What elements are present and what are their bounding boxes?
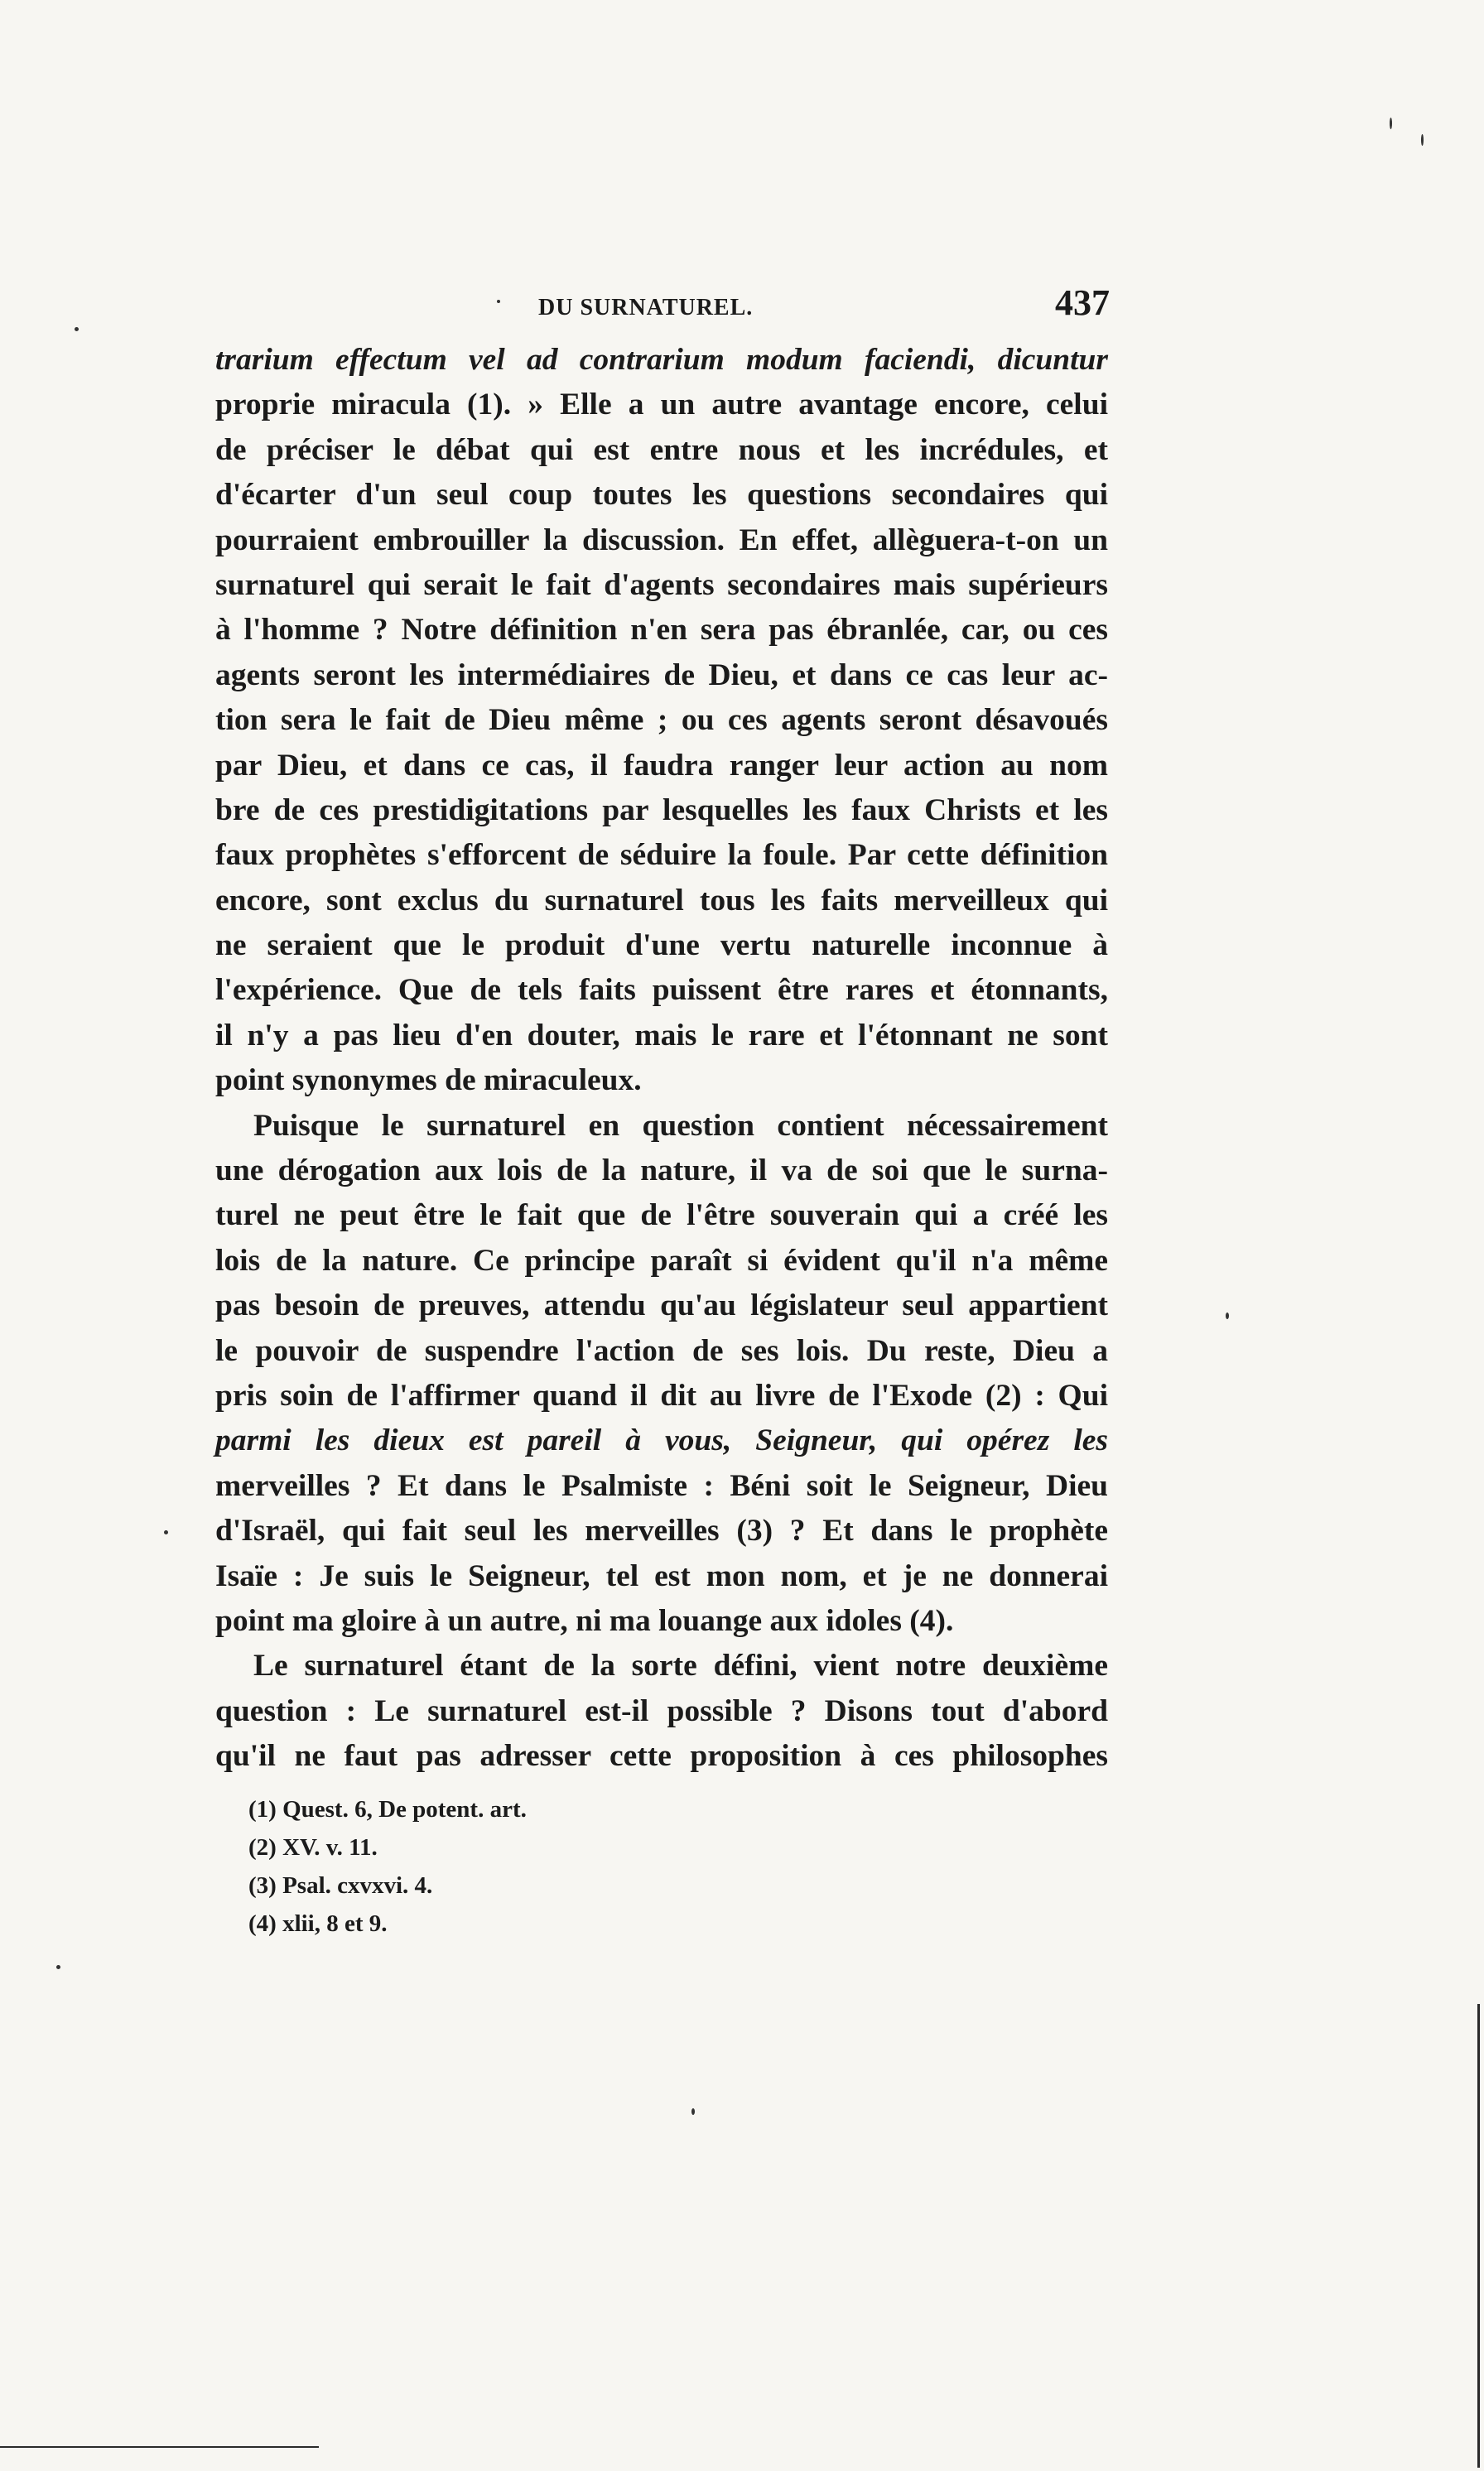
footnote: (1) Quest. 6, De potent. art. — [248, 1796, 527, 1823]
scan-speck — [691, 2108, 695, 2115]
text-line: une dérogation aux lois de la nature, il va de soi que le surna- — [215, 1154, 1108, 1188]
text-line: d'écarter d'un seul coup toutes les questions secondaires qui — [215, 478, 1108, 513]
text-line: ne seraient que le produit d'une vertu naturelle inconnue à — [215, 928, 1108, 963]
text-line: bre de ces prestidigitations par lesquelles les faux Christs et les — [215, 792, 1108, 827]
text-line: Isaïe : Je suis le Seigneur, tel est mon nom, et je ne donnerai — [215, 1558, 1108, 1593]
text-line: à l'homme ? Notre définition n'en sera pas ébranlée, car, ou ces — [215, 613, 1108, 648]
text-line: merveilles ? Et dans le Psalmiste : Béni soit le Seigneur, Dieu — [215, 1468, 1108, 1503]
page-number: 437 — [1055, 282, 1110, 323]
text-line: proprie miracula (1). » Elle a un autre avantage encore, celui — [215, 388, 1108, 422]
scan-speck — [56, 1965, 60, 1969]
footnotes — [248, 1790, 911, 1943]
text-line: parmi les dieux est pareil à vous, Seigneur, qui opérez les — [215, 1423, 1108, 1458]
text-line: surnaturel qui serait le fait d'agents secondaires mais supérieurs — [215, 567, 1108, 602]
footnote: (4) xlii, 8 et 9. — [248, 1910, 388, 1937]
footnote: (2) XV. v. 11. — [248, 1834, 378, 1861]
text-line: turel ne peut être le fait que de l'être souverain qui a créé les — [215, 1198, 1108, 1233]
text-line: Le surnaturel étant de la sorte défini, vient notre deuxième — [253, 1649, 1108, 1683]
scan-speck — [75, 327, 79, 331]
scan-edge-line — [0, 2446, 319, 2448]
text-line: point synonymes de miraculeux. — [215, 1063, 642, 1098]
text-line: pris soin de l'affirmer quand il dit au livre de l'Exode (2) : Qui — [215, 1378, 1108, 1413]
footnote: (3) Psal. cxvxvi. 4. — [248, 1872, 433, 1899]
text-line: lois de la nature. Ce principe paraît si évident qu'il n'a même — [215, 1243, 1108, 1278]
text-line: il n'y a pas lieu d'en douter, mais le rare et l'étonnant ne sont — [215, 1018, 1108, 1052]
scan-speck — [1390, 118, 1392, 129]
text-line: faux prophètes s'efforcent de séduire la foule. Par cette définition — [215, 838, 1108, 873]
text-line: pas besoin de preuves, attendu qu'au législateur seul appartient — [215, 1288, 1108, 1323]
scan-speck — [497, 300, 500, 303]
running-title: DU SURNATUREL. — [538, 295, 754, 320]
scan-speck — [164, 1530, 168, 1534]
text-line: trarium effectum vel ad contrarium modum faciendi, dicuntur — [215, 343, 1108, 377]
scan-edge-line — [1477, 2004, 1480, 2468]
text-line: le pouvoir de suspendre l'action de ses lois. Du reste, Dieu a — [215, 1333, 1108, 1368]
text-line: encore, sont exclus du surnaturel tous les faits merveilleux qui — [215, 883, 1108, 918]
text-line: d'Israël, qui fait seul les merveilles (3) ? Et dans le prophète — [215, 1514, 1108, 1549]
scan-speck — [1226, 1313, 1229, 1319]
text-line: agents seront les intermédiaires de Dieu, et dans ce cas leur ac- — [215, 657, 1108, 692]
text-line: l'expérience. Que de tels faits puissent être rares et étonnants, — [215, 973, 1108, 1008]
text-line: question : Le surnaturel est-il possible ? Disons tout d'abord — [215, 1693, 1108, 1728]
scan-speck — [1421, 134, 1424, 146]
page-header — [215, 282, 1118, 331]
text-line: pourraient embrouiller la discussion. En effet, allèguera-t-on un — [215, 523, 1108, 557]
text-line: qu'il ne faut pas adresser cette proposition à ces philosophes — [215, 1739, 1108, 1774]
body-text — [215, 338, 1108, 1780]
text-line: par Dieu, et dans ce cas, il faudra ranger leur action au nom — [215, 748, 1108, 783]
text-line: tion sera le fait de Dieu même ; ou ces agents seront désavoués — [215, 703, 1108, 738]
text-line: Puisque le surnaturel en question contient nécessairement — [253, 1108, 1108, 1143]
text-line: de préciser le débat qui est entre nous et les incrédules, et — [215, 432, 1108, 467]
text-line: point ma gloire à un autre, ni ma louange aux idoles (4). — [215, 1603, 954, 1638]
